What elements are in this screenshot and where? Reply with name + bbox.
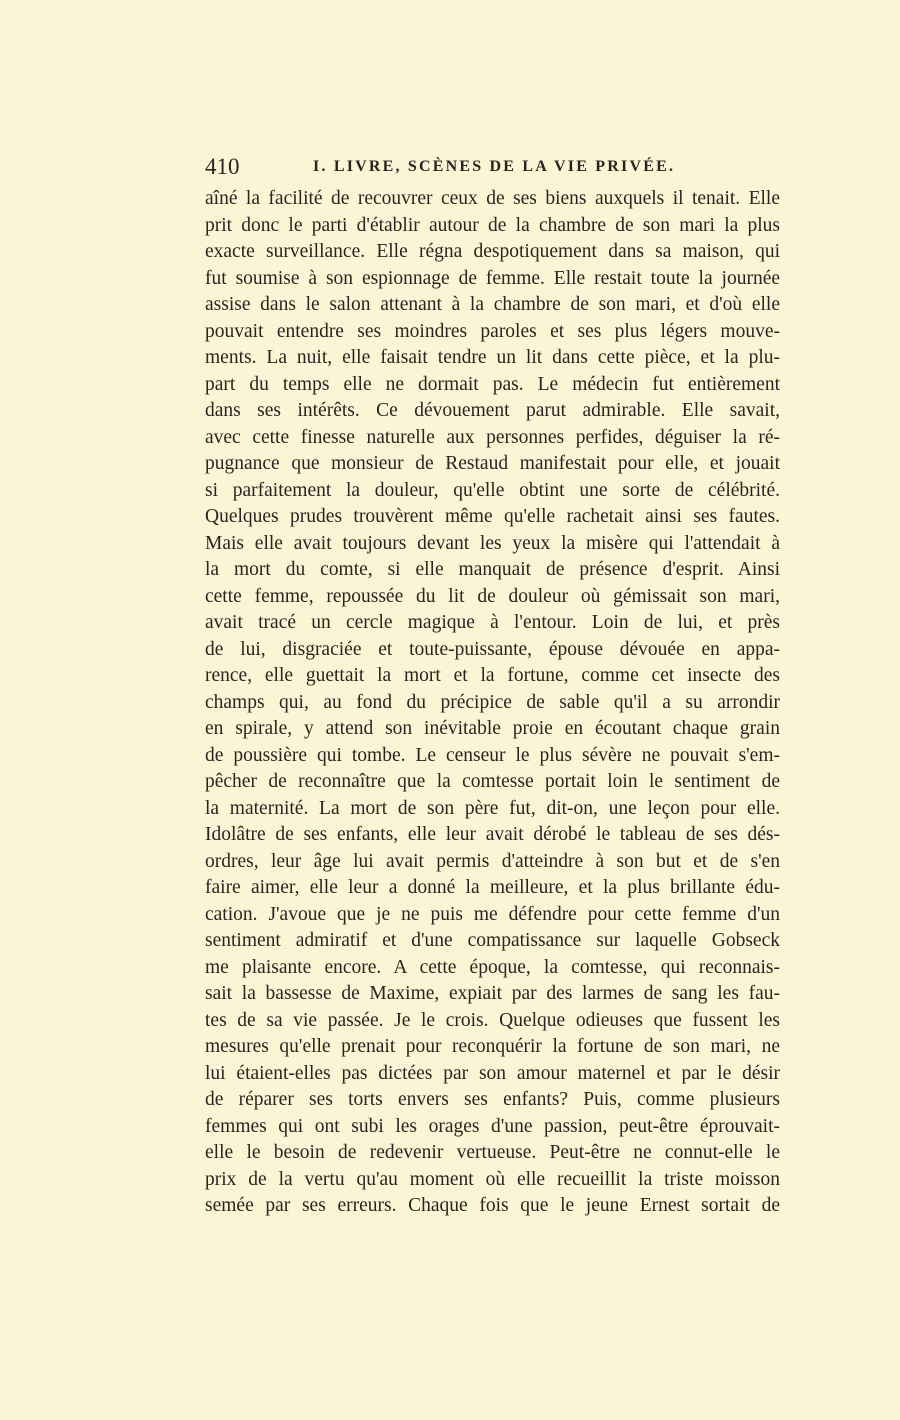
running-title: I. LIVRE, SCÈNES DE LA VIE PRIVÉE. [313,158,676,175]
text-line: avec cette finesse naturelle aux personnes perfides, déguiser la ré- [205,426,780,448]
text-line: de réparer ses torts envers ses enfants? Puis, comme plusieurs [205,1089,780,1110]
text-line: tes de sa vie passée. Je le crois. Quelque odieuses que fussent les [205,1009,780,1031]
text-line: en spirale, y attend son inévitable proie en écoutant chaque grain [205,718,780,739]
text-line: pouvait entendre ses moindres paroles et ses plus légers mouve- [205,320,780,342]
text-line: aîné la facilité de recouvrer ceux de ses biens auxquels il tenait. Elle [205,188,780,209]
text-line: champs qui, au fond du précipice de sable qu'il a su arrondir [205,691,780,713]
text-line: cation. J'avoue que je ne puis me défendre pour cette femme d'un [205,903,780,925]
text-line: cette femme, repoussée du lit de douleur où gémissait son mari, [205,585,780,607]
text-line: de poussière qui tombe. Le censeur le plus sévère ne pouvait s'em- [205,744,780,766]
body-text [205,186,780,1220]
text-line: me plaisante encore. A cette époque, la comtesse, qui reconnais- [205,956,780,978]
text-line: la mort du comte, si elle manquait de présence d'esprit. Ainsi [205,559,780,580]
text-line: semée par ses erreurs. Chaque fois que le jeune Ernest sortait de [205,1195,780,1216]
page-header [205,154,780,182]
text-line: faire aimer, elle leur a donné la meilleure, et la plus brillante édu- [205,877,780,898]
text-line: sentiment admiratif et d'une compatissance sur laquelle Gobseck [205,930,780,951]
text-line: Mais elle avait toujours devant les yeux la misère qui l'attendait à [205,532,780,554]
text-line: elle le besoin de redevenir vertueuse. Peut-être ne connut-elle le [205,1142,780,1163]
text-line: part du temps elle ne dormait pas. Le médecin fut entièrement [205,373,780,395]
text-line: rence, elle guettait la mort et la fortune, comme cet insecte des [205,665,780,686]
text-line: fut soumise à son espionnage de femme. Elle restait toute la journée [205,267,780,289]
text-line: assise dans le salon attenant à la chambre de son mari, et d'où elle [205,294,780,315]
text-line: Quelques prudes trouvèrent même qu'elle rachetait ainsi ses fautes. [205,506,780,527]
text-line: sait la bassesse de Maxime, expiait par des larmes de sang les fau- [205,983,780,1004]
text-line: ordres, leur âge lui avait permis d'atteindre à son but et de s'en [205,850,780,872]
text-line: prit donc le parti d'établir autour de la chambre de son mari la plus [205,214,780,236]
text-line: femmes qui ont subi les orages d'une passion, peut-être éprouvait- [205,1115,780,1137]
text-line: lui étaient-elles pas dictées par son amour maternel et par le désir [205,1062,780,1084]
text-line: la maternité. La mort de son père fut, dit-on, une leçon pour elle. [205,797,780,819]
text-line: si parfaitement la douleur, qu'elle obtint une sorte de célébrité. [205,479,780,501]
text-line: mesures qu'elle prenait pour reconquérir la fortune de son mari, ne [205,1036,780,1057]
text-line: Idolâtre de ses enfants, elle leur avait dérobé le tableau de ses dés- [205,824,780,845]
text-line: pêcher de reconnaître que la comtesse portait loin le sentiment de [205,771,780,792]
text-line: prix de la vertu qu'au moment où elle recueillit la triste moisson [205,1168,780,1190]
text-line: exacte surveillance. Elle régna despotiquement dans sa maison, qui [205,241,780,262]
text-line: pugnance que monsieur de Restaud manifestait pour elle, et jouait [205,453,780,474]
page-number: 410 [205,154,240,179]
text-line: ments. La nuit, elle faisait tendre un lit dans cette pièce, et la plu- [205,347,780,368]
text-line: dans ses intérêts. Ce dévouement parut admirable. Elle savait, [205,400,780,421]
text-line: avait tracé un cercle magique à l'entour. Loin de lui, et près [205,612,780,633]
text-line: de lui, disgraciée et toute-puissante, épouse dévouée en appa- [205,638,780,660]
